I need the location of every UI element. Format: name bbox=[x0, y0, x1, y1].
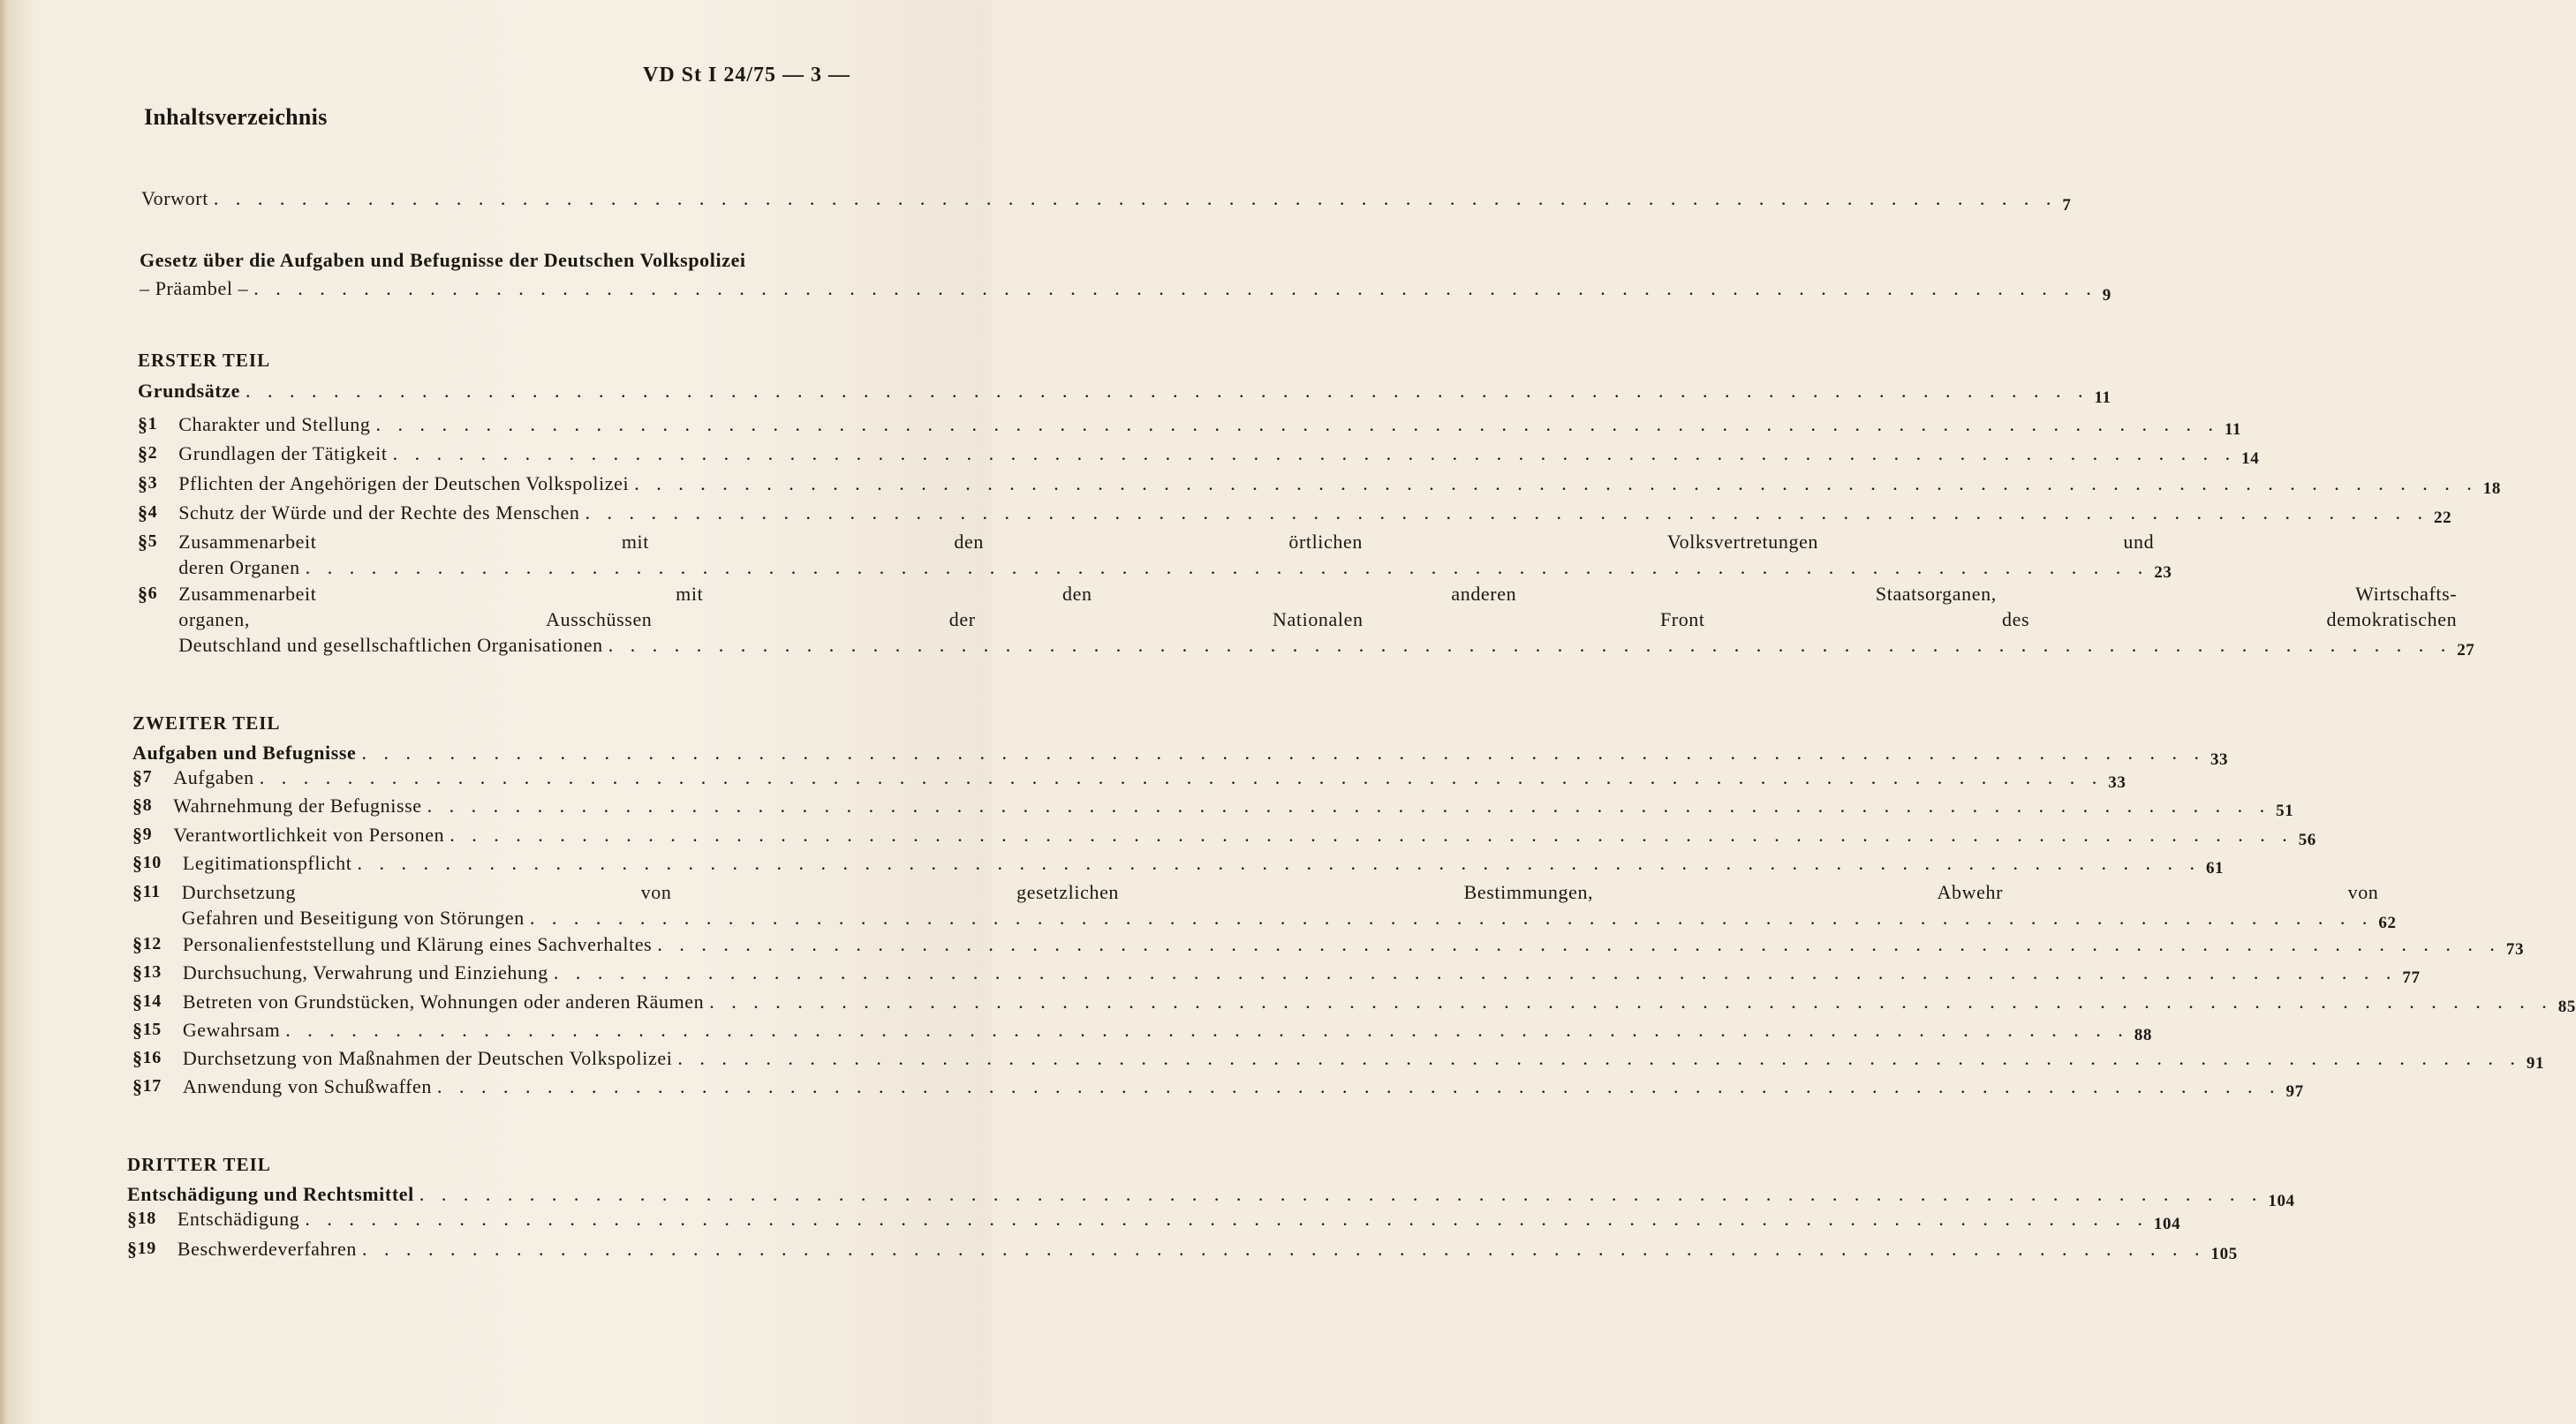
page-number: 62 bbox=[2378, 914, 2397, 932]
leader-dots bbox=[246, 380, 2089, 403]
leader-dots bbox=[357, 850, 2201, 876]
paragraph-title-line: Beschwerdeverfahren bbox=[177, 1238, 357, 1260]
page-number: 18 bbox=[2482, 479, 2501, 498]
part-heading-2: ZWEITER TEIL bbox=[132, 712, 281, 734]
toc-entry-vorwort bbox=[141, 187, 2072, 215]
paragraph-symbol: § bbox=[132, 1047, 143, 1069]
paragraph-title bbox=[173, 765, 2108, 790]
paragraph-title bbox=[183, 850, 2206, 876]
paragraph-number: 7 bbox=[142, 767, 153, 787]
toc-paragraph-entry bbox=[138, 441, 2260, 468]
leader-dots bbox=[214, 187, 2058, 210]
toc-paragraph-entry bbox=[132, 931, 2525, 959]
paragraph-number: 12 bbox=[142, 934, 162, 953]
paragraph-title-line: Charakter und Stellung bbox=[178, 413, 371, 435]
entry-label: Vorwort bbox=[141, 187, 208, 209]
paragraph-title bbox=[183, 931, 2506, 957]
paragraph-title-line: Verantwortlichkeit von Personen bbox=[173, 824, 445, 846]
paragraph-number: 4 bbox=[147, 502, 158, 522]
paragraph-number: 6 bbox=[147, 584, 158, 603]
paragraph-title bbox=[183, 1045, 2527, 1071]
page-number: 61 bbox=[2205, 859, 2225, 878]
paragraph-title-line: Durchsetzung von Maßnahmen der Deutschen Volkspolizei bbox=[182, 1047, 673, 1069]
paragraph-title bbox=[182, 879, 2379, 930]
section-aufgaben bbox=[132, 742, 2229, 769]
paragraph-title bbox=[178, 441, 2241, 466]
paragraph-title-line: Legitimationspflicht bbox=[182, 852, 352, 874]
paragraph-symbol: § bbox=[132, 1075, 143, 1097]
leader-dots bbox=[305, 1206, 2149, 1232]
leader-dots bbox=[393, 441, 2237, 466]
paragraph-title bbox=[178, 581, 2457, 658]
law-title bbox=[140, 249, 917, 272]
toc-paragraph-entry bbox=[127, 1236, 2238, 1263]
paragraph-title bbox=[178, 1206, 2154, 1232]
paragraph-symbol: § bbox=[138, 472, 148, 494]
paragraph-symbol: § bbox=[138, 501, 148, 524]
paragraph-number: 17 bbox=[142, 1076, 162, 1096]
paragraph-symbol: § bbox=[132, 1019, 143, 1041]
leader-dots bbox=[437, 1074, 2281, 1099]
toc-paragraph-entry bbox=[132, 1045, 2545, 1073]
paragraph-title bbox=[178, 471, 2483, 496]
paragraph-number: 13 bbox=[142, 962, 162, 982]
paragraph-title bbox=[173, 793, 2276, 818]
toc-paragraph-entry bbox=[132, 765, 2127, 792]
paragraph-symbol: § bbox=[127, 1238, 138, 1260]
paragraph-title-line: Grundlagen der Tätigkeit bbox=[178, 442, 388, 464]
section-grundsaetze bbox=[138, 380, 2111, 407]
page-number: 23 bbox=[2154, 563, 2172, 582]
paragraph-title-line: Zusammenarbeit mit den örtlichen Volksvertretungen und bbox=[178, 531, 2155, 553]
leader-dots bbox=[585, 500, 2429, 525]
paragraph-title-line: Aufgaben bbox=[173, 766, 254, 788]
leader-dots bbox=[530, 905, 2374, 930]
page-number: 51 bbox=[2276, 802, 2294, 820]
paragraph-number: 10 bbox=[142, 853, 162, 872]
leader-dots bbox=[260, 765, 2104, 790]
paragraph-title-line: Gewahrsam bbox=[182, 1019, 281, 1041]
leader-dots bbox=[361, 742, 2205, 765]
paragraph-number: 8 bbox=[142, 795, 153, 815]
paragraph-title bbox=[173, 822, 2298, 848]
page-title: Inhaltsverzeichnis bbox=[144, 104, 328, 130]
section-entschaedigung bbox=[127, 1183, 2295, 1210]
paragraph-title-line: organen, Ausschüssen der Nationalen Front des demokratischen bbox=[178, 608, 2458, 630]
paragraph-number: 5 bbox=[147, 531, 158, 551]
page-number: 73 bbox=[2505, 940, 2525, 959]
leader-dots bbox=[253, 277, 2097, 300]
paragraph-number: 9 bbox=[142, 825, 153, 844]
paragraph-symbol: § bbox=[132, 824, 143, 846]
toc-paragraph-entry bbox=[132, 793, 2294, 820]
page-number: 105 bbox=[2210, 1245, 2238, 1263]
paragraph-title-line: Schutz der Würde und der Rechte des Menschen bbox=[178, 501, 580, 524]
leader-dots bbox=[419, 1183, 2263, 1206]
paragraph-symbol: § bbox=[138, 413, 148, 435]
toc-paragraph-entry bbox=[138, 581, 2475, 659]
paragraph-title bbox=[183, 1074, 2286, 1099]
toc-paragraph-entry bbox=[132, 1074, 2304, 1101]
paragraph-title-line: Zusammenarbeit mit den anderen Staatsorganen, Wirtschafts- bbox=[178, 583, 2458, 605]
paragraph-title-line: deren Organen bbox=[178, 556, 300, 578]
paragraph-title bbox=[183, 989, 2558, 1014]
toc-paragraph-entry bbox=[132, 960, 2421, 987]
paragraph-symbol: § bbox=[132, 961, 143, 983]
leader-dots bbox=[657, 931, 2501, 957]
paragraph-symbol: § bbox=[138, 531, 148, 553]
toc-paragraph-entry bbox=[138, 471, 2501, 498]
page-number: 11 bbox=[2094, 388, 2111, 407]
leader-dots bbox=[427, 793, 2271, 818]
page-number: 7 bbox=[2062, 196, 2072, 215]
page-number: 27 bbox=[2457, 641, 2475, 659]
page-number: 33 bbox=[2210, 750, 2229, 769]
paragraph-title-line: Entschädigung bbox=[177, 1208, 300, 1230]
section-label: Aufgaben und Befugnisse bbox=[132, 742, 357, 764]
leader-dots bbox=[677, 1045, 2521, 1071]
section-label: Entschädigung und Rechtsmittel bbox=[127, 1183, 414, 1205]
paragraph-number: 2 bbox=[147, 443, 158, 463]
paragraph-symbol: § bbox=[132, 795, 143, 817]
toc-paragraph-entry bbox=[132, 822, 2316, 849]
leader-dots bbox=[362, 1236, 2206, 1262]
paragraph-symbol: § bbox=[138, 442, 148, 464]
leader-dots bbox=[449, 822, 2293, 848]
toc-paragraph-entry bbox=[127, 1206, 2181, 1233]
leader-dots bbox=[554, 960, 2398, 985]
paragraph-title-line: Anwendung von Schußwaffen bbox=[182, 1075, 433, 1097]
paragraph-title-line: Durchsuchung, Verwahrung und Einziehung bbox=[182, 961, 548, 983]
page-number: 91 bbox=[2526, 1054, 2545, 1073]
paragraph-number: 11 bbox=[142, 882, 161, 901]
paragraph-symbol: § bbox=[132, 991, 143, 1013]
leader-dots bbox=[634, 471, 2478, 496]
paragraph-symbol: § bbox=[127, 1208, 138, 1230]
page-number: 33 bbox=[2108, 773, 2127, 792]
paragraph-symbol: § bbox=[132, 852, 143, 874]
section-label: Grundsätze bbox=[138, 380, 240, 402]
page-number: 104 bbox=[2268, 1192, 2295, 1210]
paragraph-title bbox=[178, 529, 2154, 580]
page-number: 97 bbox=[2285, 1082, 2304, 1101]
page-number: 11 bbox=[2225, 420, 2242, 439]
toc-paragraph-entry bbox=[132, 1017, 2152, 1044]
paragraph-number: 14 bbox=[142, 991, 162, 1011]
paragraph-title-line: Betreten von Grundstücken, Wohnungen oder anderen Räumen bbox=[182, 991, 705, 1013]
paragraph-title bbox=[183, 960, 2403, 985]
page-number: 56 bbox=[2298, 831, 2316, 849]
paragraph-number: 15 bbox=[142, 1020, 162, 1039]
toc-paragraph-entry bbox=[138, 500, 2452, 527]
page-number: 77 bbox=[2402, 968, 2421, 987]
paragraph-title bbox=[178, 411, 2225, 437]
paragraph-symbol: § bbox=[132, 881, 143, 903]
paragraph-title bbox=[178, 1236, 2211, 1262]
page-number: 88 bbox=[2134, 1026, 2152, 1044]
part-heading-1: ERSTER TEIL bbox=[138, 350, 271, 371]
toc-entry-praeambel bbox=[140, 277, 2111, 305]
paragraph-title bbox=[183, 1017, 2134, 1043]
paragraph-title bbox=[178, 500, 2434, 525]
toc-paragraph-entry bbox=[132, 850, 2225, 878]
leader-dots bbox=[608, 632, 2452, 658]
leader-dots bbox=[709, 989, 2553, 1014]
document-reference: VD St I 24/75 — 3 — bbox=[643, 64, 851, 87]
leader-dots bbox=[285, 1017, 2129, 1043]
toc-paragraph-entry bbox=[138, 529, 2172, 582]
toc-paragraph-entry bbox=[132, 989, 2576, 1016]
page-number: 9 bbox=[2102, 286, 2111, 305]
paragraph-number: 1 bbox=[147, 414, 158, 433]
paragraph-symbol: § bbox=[138, 583, 148, 605]
page-number: 22 bbox=[2433, 509, 2452, 527]
paragraph-title-line: Gefahren und Beseitigung von Störungen bbox=[181, 907, 525, 929]
paragraph-symbol: § bbox=[132, 766, 143, 788]
paragraph-title-line: Deutschland und gesellschaftlichen Organisationen bbox=[178, 634, 603, 656]
paragraph-number: 19 bbox=[137, 1239, 156, 1258]
toc-paragraph-entry bbox=[138, 411, 2242, 439]
entry-label: – Präambel – bbox=[140, 277, 249, 299]
paragraph-title-line: Pflichten der Angehörigen der Deutschen Volkspolizei bbox=[178, 472, 630, 494]
paragraph-number: 3 bbox=[147, 473, 158, 493]
paragraph-title-line: Personalienfeststellung und Klärung eines Sachverhaltes bbox=[182, 933, 653, 955]
paragraph-number: 16 bbox=[142, 1048, 162, 1067]
paragraph-symbol: § bbox=[132, 933, 143, 955]
page-number: 14 bbox=[2241, 449, 2260, 468]
paragraph-title-line: Wahrnehmung der Befugnisse bbox=[173, 795, 422, 817]
law-title-text: Gesetz über die Aufgaben und Befugnisse der Deutschen Volkspolizei bbox=[140, 249, 746, 271]
part-heading-3: DRITTER TEIL bbox=[127, 1154, 271, 1175]
toc-paragraph-entry bbox=[132, 879, 2397, 932]
page-number: 104 bbox=[2153, 1215, 2181, 1233]
leader-dots bbox=[306, 554, 2149, 580]
page-number: 85 bbox=[2557, 998, 2576, 1016]
leader-dots bbox=[376, 411, 2220, 437]
paragraph-number: 18 bbox=[137, 1209, 156, 1228]
paragraph-title-line: Durchsetzung von gesetzlichen Bestimmungen, Abwehr von bbox=[181, 881, 2379, 903]
